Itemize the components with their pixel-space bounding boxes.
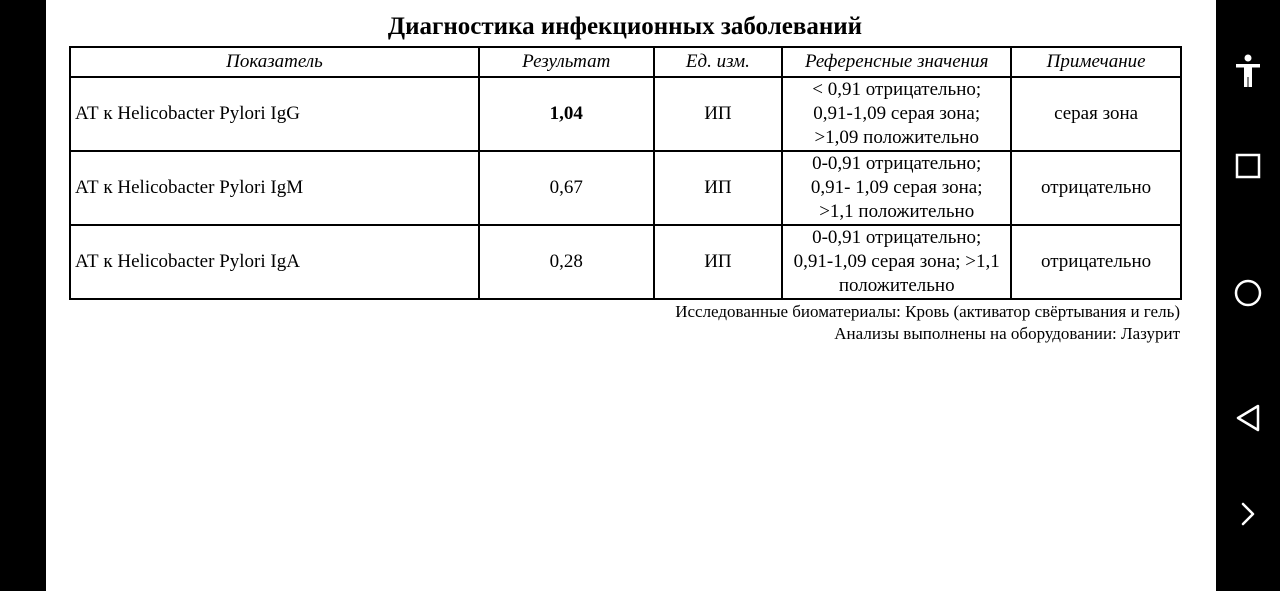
result-cell: 0,67 (479, 151, 654, 225)
forward-button[interactable] (1228, 496, 1268, 536)
indicator-cell: АТ к Helicobacter Pylori IgA (70, 225, 479, 299)
note-cell: отрицательно (1011, 225, 1181, 299)
note-cell: серая зона (1011, 77, 1181, 151)
table-header-row (70, 47, 1181, 77)
reference-line: 0-0,91 отрицательно; (812, 227, 982, 248)
indicator-cell: АТ к Helicobacter Pylori IgG (70, 77, 479, 151)
home-circle-icon (1233, 278, 1263, 313)
header-unit: Ед. изм. (654, 47, 783, 77)
header-reference: Референсные значения (782, 47, 1011, 77)
equipment-note: Анализы выполнены на оборудовании: Лазурит (834, 324, 1180, 343)
home-button[interactable] (1228, 275, 1268, 315)
recents-square-icon (1235, 153, 1261, 184)
system-navigation-bar (1216, 0, 1280, 591)
reference-line: 0,91-1,09 серая зона; (813, 103, 981, 124)
unit-cell: ИП (654, 151, 783, 225)
header-result: Результат (479, 47, 654, 77)
reference-cell (782, 225, 1011, 299)
header-note: Примечание (1011, 47, 1181, 77)
result-cell: 0,28 (479, 225, 654, 299)
result-cell: 1,04 (479, 77, 654, 151)
indicator-cell: АТ к Helicobacter Pylori IgM (70, 151, 479, 225)
table-row (70, 77, 1181, 151)
reference-cell (782, 151, 1011, 225)
reference-line: 0,91- 1,09 серая зона; (810, 177, 983, 198)
unit-cell: ИП (654, 77, 783, 151)
reference-line: положительно (838, 275, 955, 296)
results-table (69, 46, 1182, 300)
reference-line: >1,09 положительно (814, 127, 979, 148)
reference-line: 0,91-1,09 серая зона; >1,1 (793, 251, 1000, 272)
note-cell: отрицательно (1011, 151, 1181, 225)
biomaterials-note: Исследованные биоматериалы: Кровь (активатор свёртывания и гель) (675, 302, 1180, 321)
accessibility-button[interactable] (1228, 53, 1268, 93)
chevron-right-icon (1238, 500, 1258, 533)
reference-line: 0-0,91 отрицательно; (812, 153, 982, 174)
table-row (70, 225, 1181, 299)
header-indicator: Показатель (70, 47, 479, 77)
accessibility-icon (1234, 53, 1262, 94)
back-triangle-icon (1234, 403, 1262, 438)
reference-line: >1,1 положительно (819, 201, 975, 222)
reference-cell (782, 77, 1011, 151)
reference-line: < 0,91 отрицательно; (812, 79, 982, 100)
recents-button[interactable] (1228, 148, 1268, 188)
back-button[interactable] (1228, 400, 1268, 440)
unit-cell: ИП (654, 225, 783, 299)
page-title: Диагностика инфекционных заболеваний (387, 13, 863, 40)
table-row (70, 151, 1181, 225)
